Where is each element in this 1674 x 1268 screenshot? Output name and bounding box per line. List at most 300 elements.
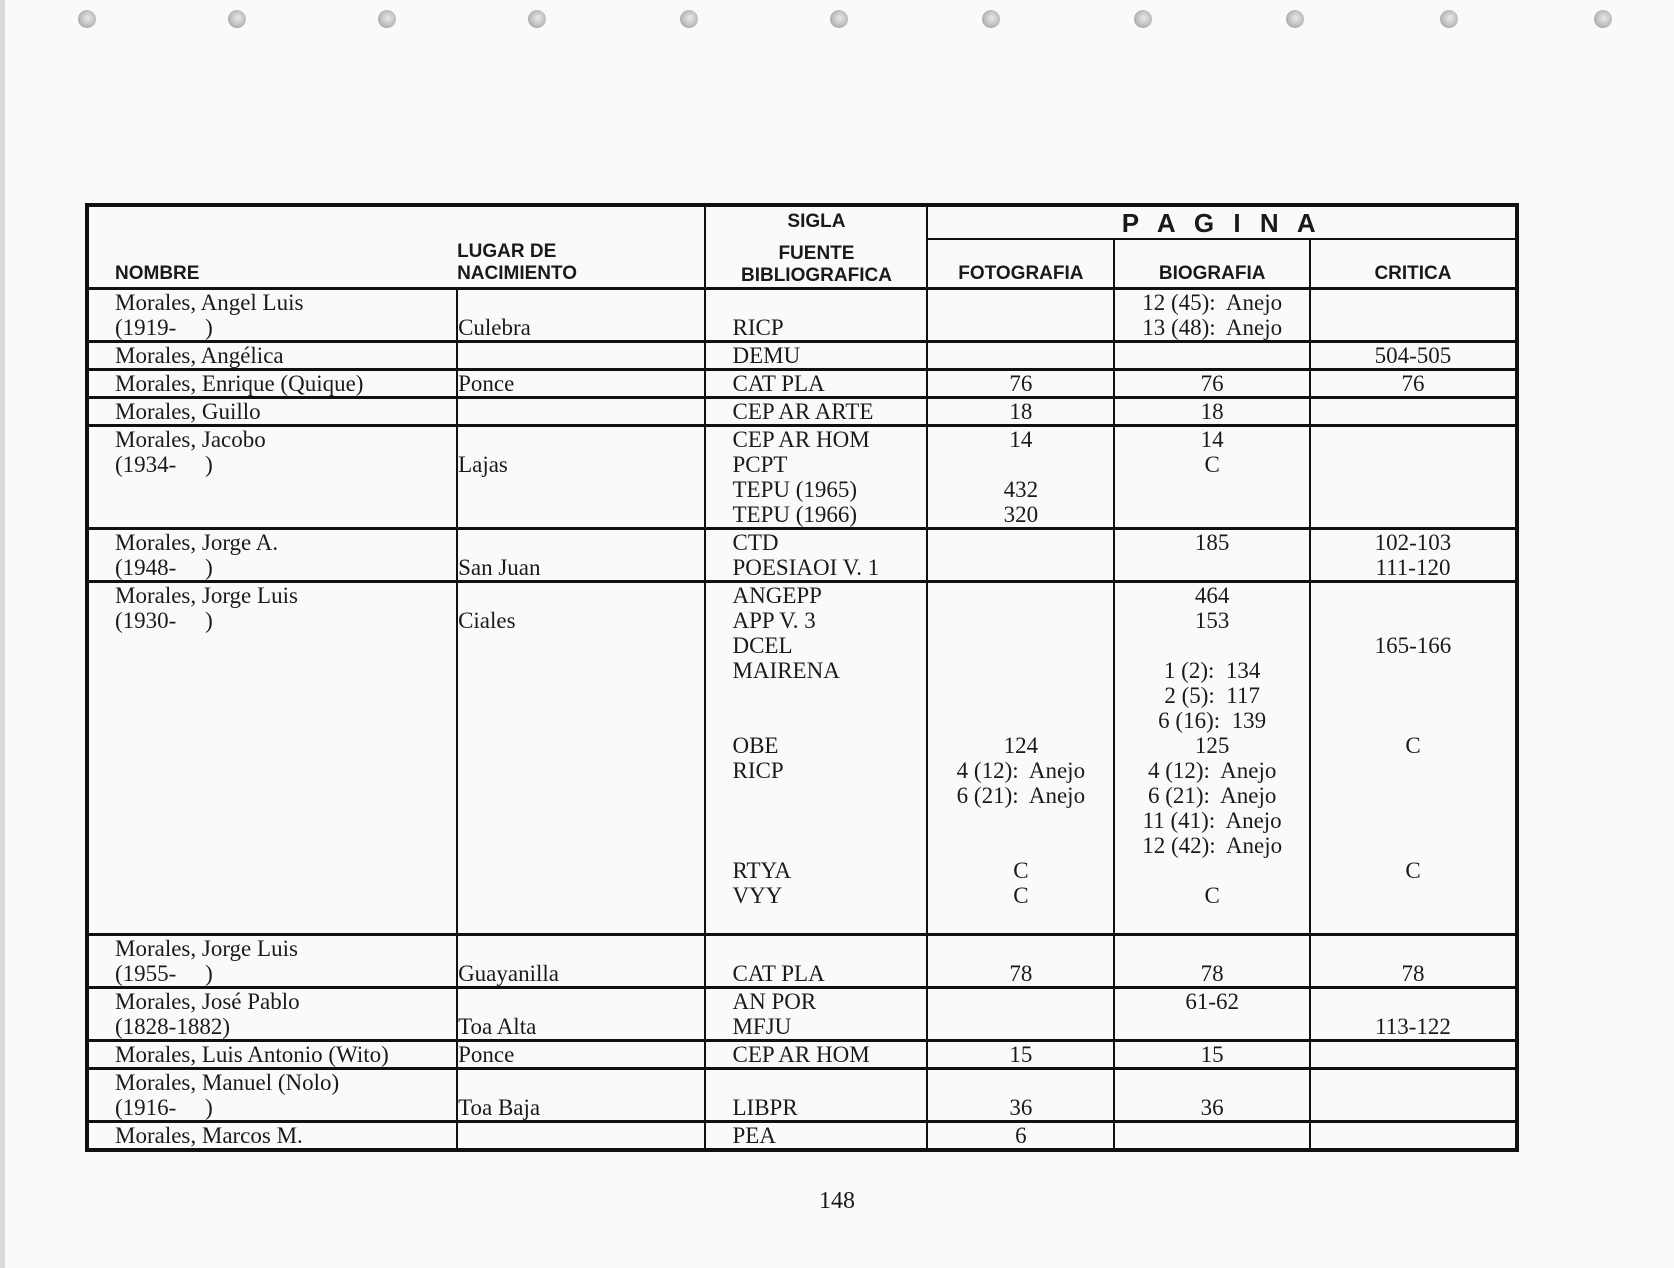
sigla-cell-line: VYY xyxy=(732,883,783,908)
biografia-cell xyxy=(1114,1122,1310,1151)
critica-cell-line xyxy=(1311,502,1515,527)
sigla-cell-line: AN POR xyxy=(732,989,817,1014)
binder-hole xyxy=(982,10,1000,28)
lugar-cell xyxy=(457,426,705,529)
biografia-cell-line xyxy=(1115,633,1309,658)
nombre-cell-line xyxy=(115,833,456,858)
biografia-cell-line: 11 (41): Anejo xyxy=(1142,808,1282,833)
sigla-cell-line: PEA xyxy=(732,1123,776,1148)
nombre-cell xyxy=(87,1122,457,1151)
nombre-cell-line xyxy=(115,633,456,658)
fotografia-cell-line: 14 xyxy=(1009,427,1033,452)
lugar-cell-line: Ciales xyxy=(458,608,516,633)
biografia-cell xyxy=(1114,1069,1310,1122)
sigla-cell-line xyxy=(732,1070,926,1095)
binder-hole xyxy=(830,10,848,28)
sigla-cell-line xyxy=(732,783,926,808)
lugar-cell xyxy=(457,342,705,370)
biografia-cell xyxy=(1114,398,1310,426)
fotografia-cell-line xyxy=(928,1070,1113,1095)
fotografia-cell xyxy=(927,370,1114,398)
sigla-cell-line: OBE xyxy=(732,733,779,758)
critica-cell-line xyxy=(1311,908,1515,933)
critica-cell xyxy=(1310,289,1517,342)
lugar-cell-line xyxy=(458,683,704,708)
biografia-cell xyxy=(1114,582,1310,935)
fotografia-cell-line xyxy=(928,708,1113,733)
header-critica: CRITICA xyxy=(1310,239,1517,289)
nombre-cell xyxy=(87,426,457,529)
biografia-cell-line: 185 xyxy=(1194,530,1230,555)
critica-cell-line xyxy=(1311,608,1515,633)
nombre-cell-line xyxy=(115,708,456,733)
sigla-cell-line xyxy=(732,683,926,708)
lugar-cell-line: Ponce xyxy=(458,1042,515,1067)
lugar-cell-line: Toa Baja xyxy=(458,1095,541,1120)
binder-hole xyxy=(378,10,396,28)
fotografia-cell-line xyxy=(928,808,1113,833)
critica-cell-line: 504-505 xyxy=(1374,343,1452,368)
lugar-cell-line: Ponce xyxy=(458,371,515,396)
lugar-cell-line xyxy=(458,290,704,315)
biografia-cell-line xyxy=(1115,1014,1309,1039)
header-fotografia: FOTOGRAFIA xyxy=(927,239,1114,289)
sigla-cell-line: DCEL xyxy=(732,633,793,658)
table-row xyxy=(87,935,1517,988)
sigla-cell-line xyxy=(732,936,926,961)
critica-cell xyxy=(1310,582,1517,935)
lugar-cell-line xyxy=(458,833,704,858)
nombre-cell xyxy=(87,582,457,935)
table-row xyxy=(87,1041,1517,1069)
lugar-cell-line xyxy=(458,758,704,783)
header-sigla-line2: FUENTE xyxy=(778,243,855,264)
biografia-cell-line: 1 (2): 134 xyxy=(1163,658,1261,683)
critica-cell xyxy=(1310,529,1517,582)
sigla-cell xyxy=(705,935,927,988)
biografia-cell xyxy=(1114,342,1310,370)
nombre-cell xyxy=(87,1041,457,1069)
critica-cell-line xyxy=(1311,683,1515,708)
fotografia-cell-line xyxy=(928,530,1113,555)
table-row xyxy=(87,529,1517,582)
nombre-cell-line: Morales, Luis Antonio (Wito) xyxy=(115,1042,389,1067)
biografia-cell-line xyxy=(1115,555,1309,580)
lugar-cell-line xyxy=(458,808,704,833)
fotografia-cell-line xyxy=(928,583,1113,608)
biografia-cell xyxy=(1114,426,1310,529)
binder-hole xyxy=(1440,10,1458,28)
nombre-cell-line: Morales, José Pablo xyxy=(115,989,300,1014)
lugar-cell xyxy=(457,582,705,935)
fotografia-cell-line: 76 xyxy=(1009,371,1033,396)
table-row xyxy=(87,582,1517,935)
page-number: 148 xyxy=(819,1188,855,1214)
sigla-cell-line: MAIRENA xyxy=(732,658,840,683)
sigla-cell-line: CAT PLA xyxy=(732,371,825,396)
lugar-cell-line xyxy=(458,583,704,608)
biografia-cell-line: 6 (21): Anejo xyxy=(1147,783,1277,808)
nombre-cell-line xyxy=(115,733,456,758)
critica-cell-line xyxy=(1311,883,1515,908)
binder-hole xyxy=(680,10,698,28)
nombre-cell-line: Morales, Jorge A. xyxy=(115,530,279,555)
sigla-cell-line: CAT PLA xyxy=(732,961,825,986)
fotografia-cell-line: 6 (21): Anejo xyxy=(956,783,1086,808)
table-body xyxy=(87,289,1517,1151)
biografia-cell-line: 125 xyxy=(1194,733,1230,758)
lugar-cell-line: Toa Alta xyxy=(458,1014,537,1039)
nombre-cell-line xyxy=(115,477,456,502)
lugar-cell xyxy=(457,370,705,398)
sigla-cell-line: CEP AR ARTE xyxy=(732,399,874,424)
fotografia-cell-line xyxy=(928,633,1113,658)
biografia-cell-line: C xyxy=(1204,452,1220,477)
header-lugar xyxy=(457,205,705,289)
biografia-cell-line: 15 xyxy=(1200,1042,1224,1067)
critica-cell-line xyxy=(1311,452,1515,477)
fotografia-cell xyxy=(927,935,1114,988)
biografia-cell-line xyxy=(1115,343,1309,368)
critica-cell-line: C xyxy=(1405,858,1421,883)
binder-hole xyxy=(228,10,246,28)
nombre-cell xyxy=(87,529,457,582)
lugar-cell-line xyxy=(458,502,704,527)
page-edge xyxy=(0,0,5,1268)
nombre-cell-line: Morales, Guillo xyxy=(115,399,261,424)
nombre-cell-line xyxy=(115,808,456,833)
nombre-cell-line: (1919- ) xyxy=(115,315,213,340)
biografia-cell-line: 12 (42): Anejo xyxy=(1142,833,1283,858)
lugar-cell-line xyxy=(458,883,704,908)
header-sigla xyxy=(705,205,927,289)
lugar-cell-line xyxy=(458,633,704,658)
sigla-cell xyxy=(705,529,927,582)
sigla-cell-line: LIBPR xyxy=(732,1095,798,1120)
header-nombre: NOMBRE xyxy=(87,205,457,289)
biografia-cell-line: 61-62 xyxy=(1185,989,1239,1014)
fotografia-cell-line: 124 xyxy=(1003,733,1039,758)
sigla-cell xyxy=(705,426,927,529)
biografia-cell-line: 464 xyxy=(1194,583,1230,608)
critica-cell-line xyxy=(1311,315,1515,340)
header-pagina: P A G I N A xyxy=(927,205,1517,239)
fotografia-cell xyxy=(927,398,1114,426)
biografia-cell-line: 18 xyxy=(1200,399,1224,424)
critica-cell-line xyxy=(1311,1042,1515,1067)
critica-cell xyxy=(1310,1069,1517,1122)
nombre-cell xyxy=(87,1069,457,1122)
lugar-cell-line xyxy=(458,399,704,424)
table-row xyxy=(87,1122,1517,1151)
lugar-cell-line xyxy=(458,733,704,758)
fotografia-cell-line xyxy=(928,683,1113,708)
nombre-cell-line xyxy=(115,883,456,908)
biografia-cell xyxy=(1114,988,1310,1041)
fotografia-cell-line: 15 xyxy=(1009,1042,1033,1067)
biografia-cell-line: C xyxy=(1204,883,1220,908)
sigla-cell-line xyxy=(732,708,926,733)
nombre-cell-line: Morales, Enrique (Quique) xyxy=(115,371,364,396)
sigla-cell-line: ANGEPP xyxy=(732,583,822,608)
nombre-cell-line: Morales, Jacobo xyxy=(115,427,266,452)
sigla-cell xyxy=(705,1041,927,1069)
sigla-cell-line: APP V. 3 xyxy=(732,608,816,633)
fotografia-cell-line xyxy=(928,452,1113,477)
fotografia-cell-line: 78 xyxy=(1009,961,1033,986)
critica-cell-line: 165-166 xyxy=(1374,633,1452,658)
fotografia-cell-line: 6 xyxy=(1015,1123,1027,1148)
biografia-cell-line: 6 (16): 139 xyxy=(1158,708,1267,733)
fotografia-cell xyxy=(927,1122,1114,1151)
fotografia-cell xyxy=(927,1069,1114,1122)
sigla-cell xyxy=(705,1122,927,1151)
sigla-cell-line xyxy=(732,833,926,858)
biografia-cell-line xyxy=(1115,936,1309,961)
lugar-cell xyxy=(457,988,705,1041)
nombre-cell-line xyxy=(115,502,456,527)
lugar-cell-line xyxy=(458,343,704,368)
critica-cell xyxy=(1310,935,1517,988)
nombre-cell-line xyxy=(115,658,456,683)
critica-cell-line: 113-122 xyxy=(1375,1014,1451,1039)
sigla-cell-line: RICP xyxy=(732,315,784,340)
critica-cell xyxy=(1310,426,1517,529)
fotografia-cell xyxy=(927,529,1114,582)
lugar-cell-line xyxy=(458,858,704,883)
sigla-cell-line xyxy=(732,290,926,315)
lugar-cell-line xyxy=(458,708,704,733)
critica-cell-line xyxy=(1311,583,1515,608)
critica-cell-line: C xyxy=(1405,733,1421,758)
fotografia-cell-line: 432 xyxy=(1003,477,1039,502)
nombre-cell xyxy=(87,988,457,1041)
biografia-cell xyxy=(1114,1041,1310,1069)
fotografia-cell-line xyxy=(928,315,1113,340)
binder-hole xyxy=(1286,10,1304,28)
fotografia-cell-line xyxy=(928,936,1113,961)
fotografia-cell xyxy=(927,289,1114,342)
lugar-cell-line xyxy=(458,989,704,1014)
nombre-cell-line: (1948- ) xyxy=(115,555,213,580)
critica-cell-line xyxy=(1311,783,1515,808)
lugar-cell-line xyxy=(458,1123,704,1148)
sigla-cell xyxy=(705,342,927,370)
nombre-cell-line xyxy=(115,683,456,708)
biografia-cell-line: 76 xyxy=(1200,371,1224,396)
lugar-cell-line: San Juan xyxy=(458,555,541,580)
biografia-cell-line xyxy=(1115,1070,1309,1095)
lugar-cell xyxy=(457,1041,705,1069)
sigla-cell xyxy=(705,398,927,426)
header-lugar-line1: LUGAR DE xyxy=(457,241,557,262)
nombre-cell-line: Morales, Jorge Luis xyxy=(115,936,298,961)
critica-cell-line xyxy=(1311,936,1515,961)
critica-cell xyxy=(1310,370,1517,398)
lugar-cell-line xyxy=(458,936,704,961)
lugar-cell xyxy=(457,289,705,342)
sigla-cell xyxy=(705,289,927,342)
sigla-cell-line xyxy=(732,908,926,933)
header-lugar-line2: NACIMIENTO xyxy=(457,263,578,284)
sigla-cell-line: CTD xyxy=(732,530,779,555)
fotografia-cell-line: 320 xyxy=(1003,502,1039,527)
fotografia-cell xyxy=(927,582,1114,935)
fotografia-cell-line xyxy=(928,343,1113,368)
nombre-cell-line: (1930- ) xyxy=(115,608,213,633)
lugar-cell xyxy=(457,935,705,988)
fotografia-cell-line xyxy=(928,658,1113,683)
biografia-cell xyxy=(1114,935,1310,988)
critica-cell-line: 111-120 xyxy=(1375,555,1451,580)
fotografia-cell-line xyxy=(928,833,1113,858)
table-row xyxy=(87,342,1517,370)
nombre-cell-line: Morales, Angélica xyxy=(115,343,284,368)
critica-cell-line xyxy=(1311,290,1515,315)
fotografia-cell-line: C xyxy=(1013,883,1029,908)
sigla-cell-line: DEMU xyxy=(732,343,801,368)
critica-cell-line xyxy=(1311,758,1515,783)
biografia-cell-line xyxy=(1115,502,1309,527)
header-biografia: BIOGRAFIA xyxy=(1114,239,1310,289)
critica-cell-line xyxy=(1311,427,1515,452)
sigla-cell xyxy=(705,988,927,1041)
critica-cell xyxy=(1310,342,1517,370)
lugar-cell-line: Guayanilla xyxy=(458,961,559,986)
lugar-cell-line xyxy=(458,783,704,808)
binder-hole xyxy=(1134,10,1152,28)
critica-cell-line xyxy=(1311,808,1515,833)
sigla-cell-line: TEPU (1965) xyxy=(732,477,858,502)
binder-hole xyxy=(1594,10,1612,28)
fotografia-cell xyxy=(927,342,1114,370)
nombre-cell xyxy=(87,289,457,342)
biografia-cell-line: 13 (48): Anejo xyxy=(1142,315,1283,340)
nombre-cell-line: Morales, Jorge Luis xyxy=(115,583,298,608)
sigla-cell xyxy=(705,582,927,935)
fotografia-cell xyxy=(927,988,1114,1041)
fotografia-cell-line xyxy=(928,989,1113,1014)
fotografia-cell xyxy=(927,426,1114,529)
critica-cell-line xyxy=(1311,477,1515,502)
nombre-cell-line: (1934- ) xyxy=(115,452,213,477)
biografia-cell-line: 78 xyxy=(1200,961,1224,986)
fotografia-cell-line: 4 (12): Anejo xyxy=(956,758,1086,783)
fotografia-cell-line xyxy=(928,608,1113,633)
nombre-cell xyxy=(87,935,457,988)
sigla-cell-line: RTYA xyxy=(732,858,792,883)
lugar-cell xyxy=(457,1122,705,1151)
binder-holes xyxy=(0,6,1674,36)
nombre-cell xyxy=(87,342,457,370)
fotografia-cell-line xyxy=(928,555,1113,580)
nombre-cell-line: (1916- ) xyxy=(115,1095,213,1120)
nombre-cell-line xyxy=(115,908,456,933)
critica-cell-line xyxy=(1311,1123,1515,1148)
binder-hole xyxy=(528,10,546,28)
nombre-cell-line: (1828-1882) xyxy=(115,1014,230,1039)
header-sigla-line3: BIBLIOGRAFICA xyxy=(740,265,892,286)
biografia-cell-line xyxy=(1115,477,1309,502)
critica-cell xyxy=(1310,398,1517,426)
biografia-cell-line xyxy=(1115,908,1309,933)
lugar-cell xyxy=(457,398,705,426)
bibliography-table xyxy=(85,203,1519,1152)
biografia-cell-line: 4 (12): Anejo xyxy=(1147,758,1277,783)
biografia-cell-line: 153 xyxy=(1194,608,1230,633)
lugar-cell xyxy=(457,529,705,582)
nombre-cell-line: (1955- ) xyxy=(115,961,213,986)
nombre-cell-line: Morales, Manuel (Nolo) xyxy=(115,1070,340,1095)
nombre-cell-line: Morales, Marcos M. xyxy=(115,1123,303,1148)
fotografia-cell-line xyxy=(928,908,1113,933)
nombre-cell-line xyxy=(115,783,456,808)
critica-cell-line xyxy=(1311,989,1515,1014)
nombre-cell-line xyxy=(115,858,456,883)
critica-cell-line: 76 xyxy=(1401,371,1425,396)
table-row xyxy=(87,398,1517,426)
critica-cell-line xyxy=(1311,1070,1515,1095)
lugar-cell-line xyxy=(458,658,704,683)
critica-cell xyxy=(1310,1122,1517,1151)
lugar-cell-line xyxy=(458,908,704,933)
biografia-cell-line: 14 xyxy=(1200,427,1224,452)
sigla-cell-line: POESIAOI V. 1 xyxy=(732,555,880,580)
sigla-cell xyxy=(705,370,927,398)
biografia-cell-line: 12 (45): Anejo xyxy=(1142,290,1283,315)
fotografia-cell xyxy=(927,1041,1114,1069)
critica-cell-line: 102-103 xyxy=(1374,530,1452,555)
table-row xyxy=(87,1069,1517,1122)
table-row xyxy=(87,289,1517,342)
fotografia-cell-line xyxy=(928,290,1113,315)
fotografia-cell-line: 18 xyxy=(1009,399,1033,424)
sigla-cell-line: MFJU xyxy=(732,1014,792,1039)
sigla-cell-line xyxy=(732,808,926,833)
biografia-cell xyxy=(1114,529,1310,582)
critica-cell-line xyxy=(1311,658,1515,683)
nombre-cell-line xyxy=(115,758,456,783)
critica-cell xyxy=(1310,1041,1517,1069)
nombre-cell xyxy=(87,370,457,398)
lugar-cell-line xyxy=(458,477,704,502)
lugar-cell-line xyxy=(458,530,704,555)
sigla-cell-line: TEPU (1966) xyxy=(732,502,858,527)
biografia-cell-line: 36 xyxy=(1200,1095,1224,1120)
fotografia-cell-line: 36 xyxy=(1009,1095,1033,1120)
biografia-cell xyxy=(1114,370,1310,398)
critica-cell-line xyxy=(1311,833,1515,858)
sigla-cell-line: PCPT xyxy=(732,452,788,477)
table-row xyxy=(87,988,1517,1041)
nombre-cell xyxy=(87,398,457,426)
fotografia-cell-line xyxy=(928,1014,1113,1039)
biografia-cell xyxy=(1114,289,1310,342)
sigla-cell xyxy=(705,1069,927,1122)
lugar-cell-line: Culebra xyxy=(458,315,531,340)
lugar-cell-line xyxy=(458,427,704,452)
header-sigla-line1: SIGLA xyxy=(787,211,846,232)
biografia-cell-line xyxy=(1115,1123,1309,1148)
lugar-cell xyxy=(457,1069,705,1122)
binder-hole xyxy=(78,10,96,28)
fotografia-cell-line: C xyxy=(1013,858,1029,883)
critica-cell-line xyxy=(1311,399,1515,424)
sigla-cell-line: CEP AR HOM xyxy=(732,1042,870,1067)
lugar-cell-line xyxy=(458,1070,704,1095)
biografia-cell-line: 2 (5): 117 xyxy=(1164,683,1260,708)
critica-cell-line xyxy=(1311,708,1515,733)
